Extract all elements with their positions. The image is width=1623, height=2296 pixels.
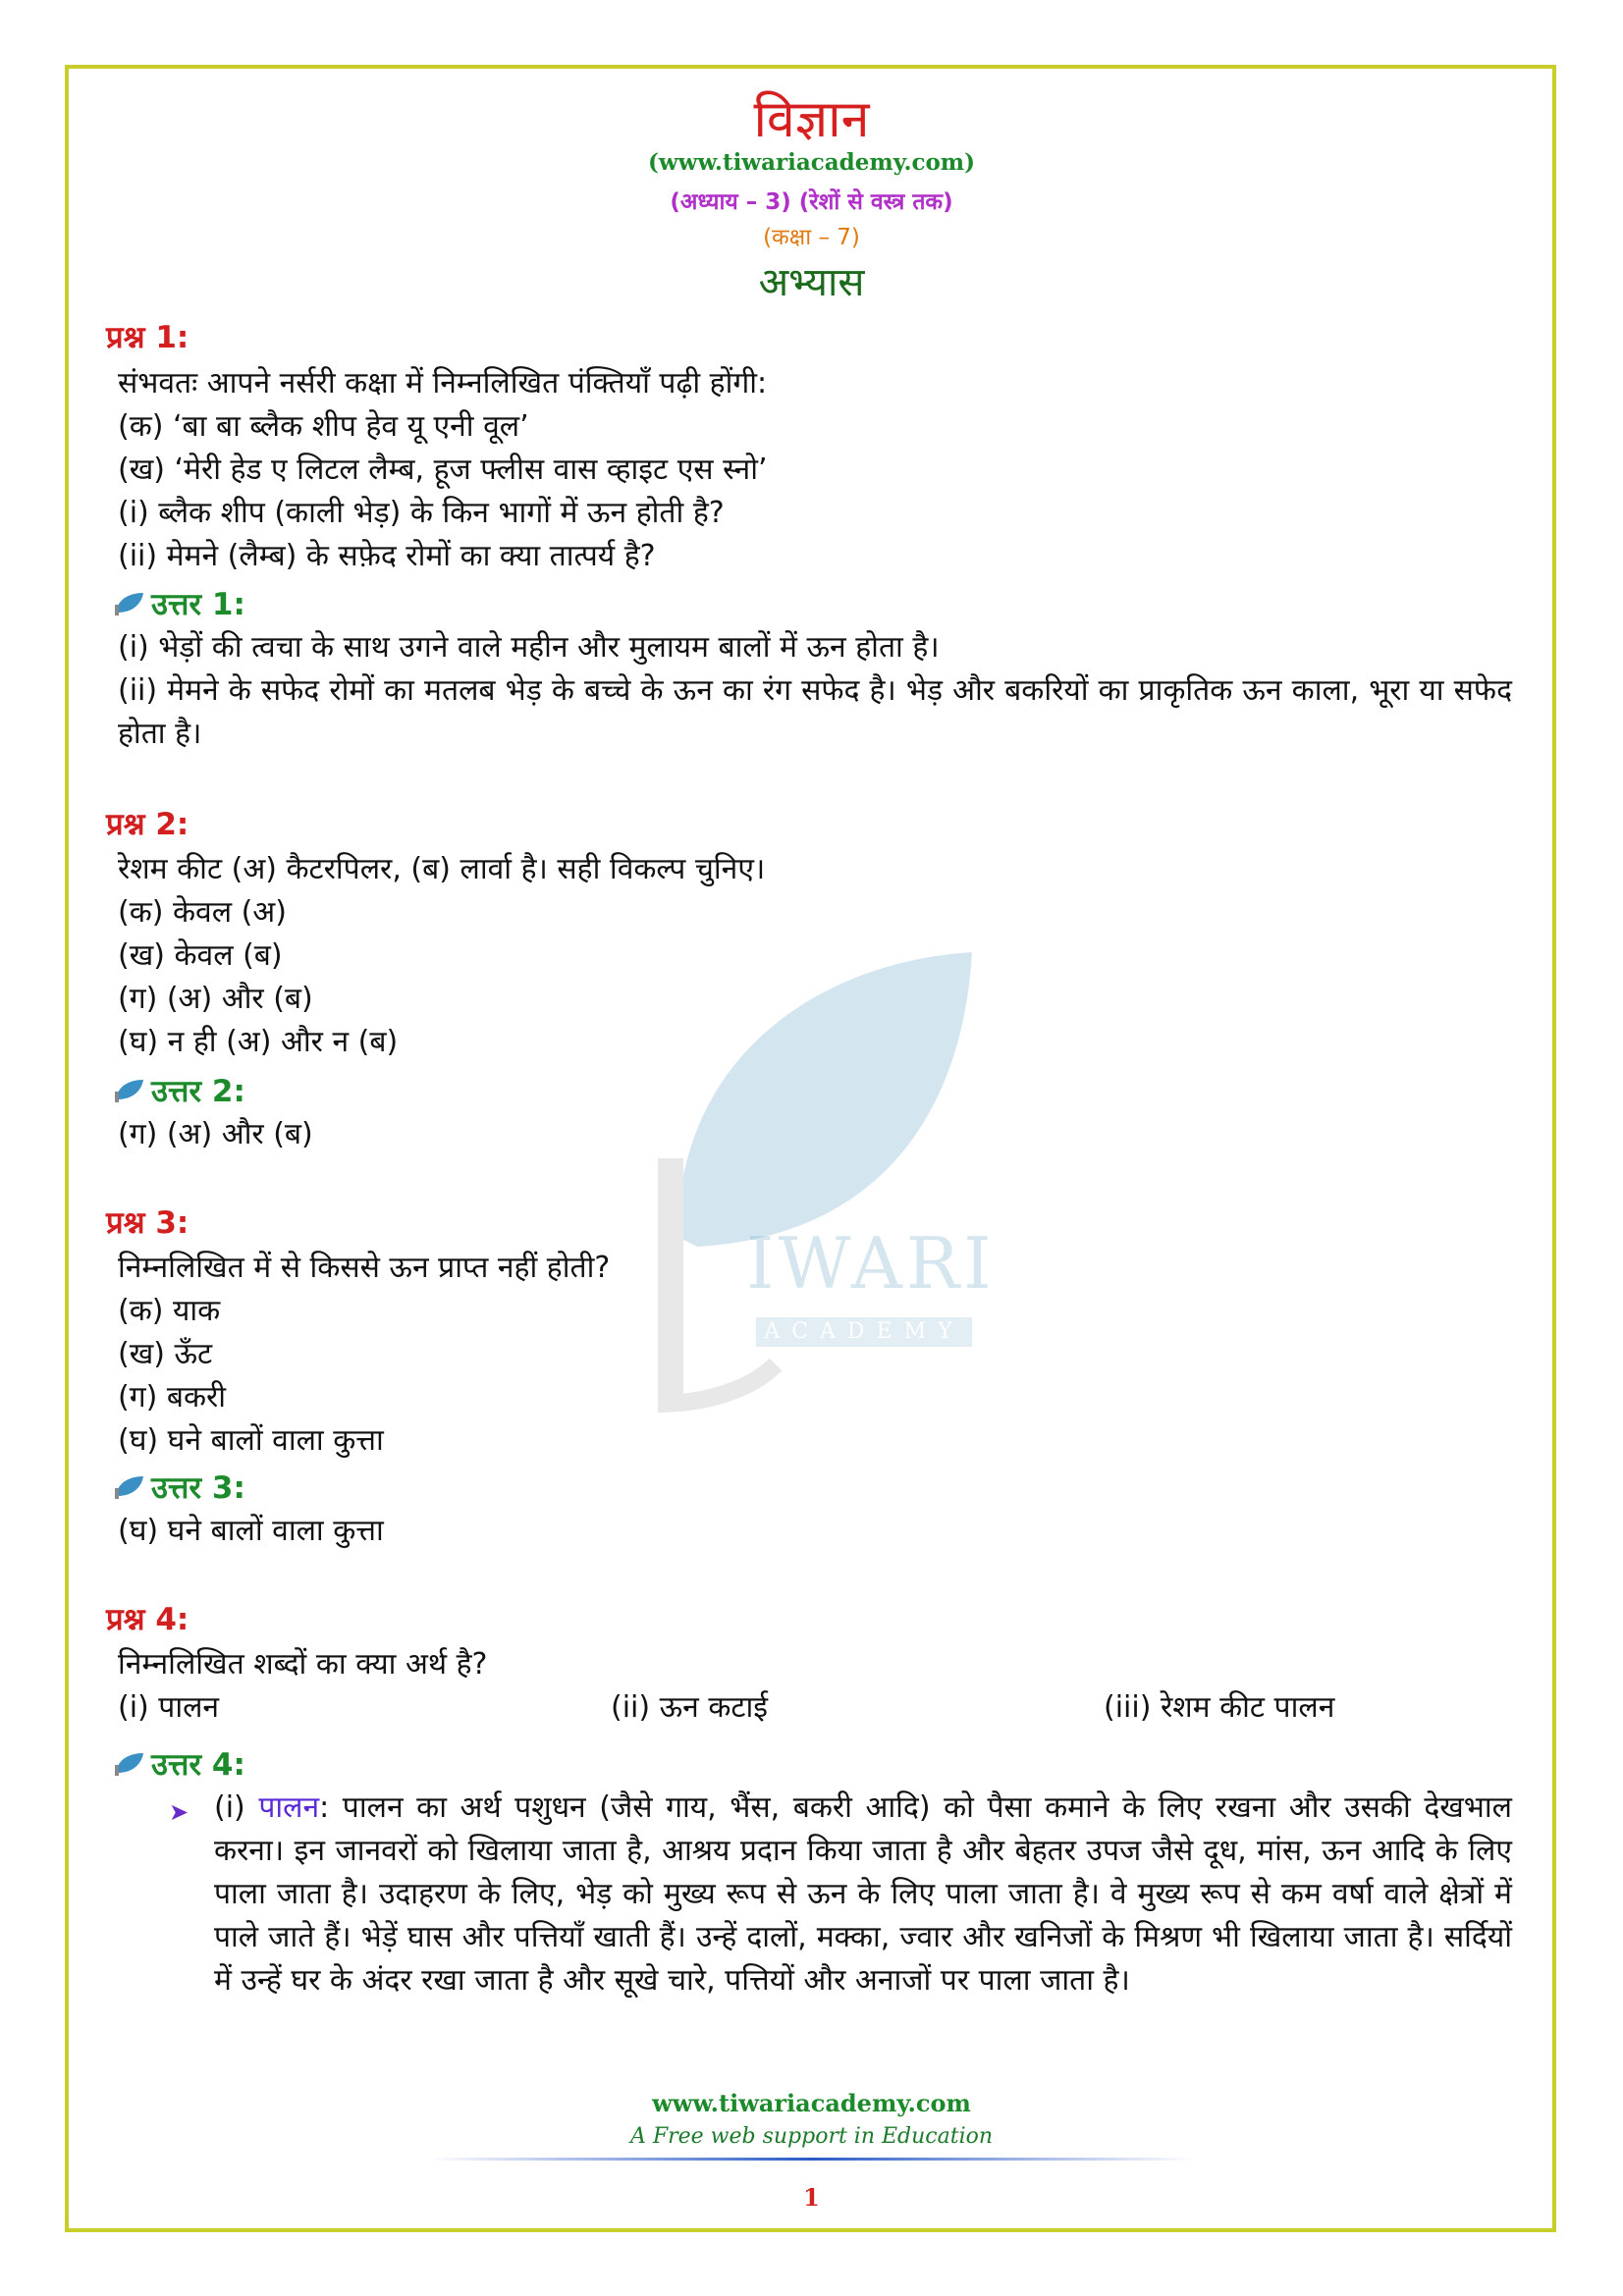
watermark-subtext: ACADEMY: [756, 1317, 972, 1347]
answer-1-paragraph: (ii) मेमने के सफेद रोमों का मतलब भेड़ के बच्चे के ऊन का रंग सफेद है। भेड़ और बकरियों का प्राकृतिक ऊन काला, भूरा या सफेद होता है।: [118, 673, 1512, 751]
header-website[interactable]: (www.tiwariacademy.com): [647, 149, 976, 176]
tiwari-leaf-icon: [114, 1078, 145, 1103]
tiwari-leaf-icon: [114, 1751, 145, 1777]
question-3-option: (घ) घने बालों वाला कुत्ता: [118, 1423, 384, 1458]
question-1-line: (i) ब्लैक शीप (काली भेड़) के किन भागों में ऊन होती है?: [118, 496, 725, 530]
question-1-line: संभवतः आपने नर्सरी कक्षा में निम्नलिखित पंक्तियाँ पढ़ी होंगी:: [118, 366, 768, 400]
question-1-line: (ii) मेमने (लैम्ब) के सफ़ेद रोमों का क्या तात्पर्य है?: [118, 539, 656, 573]
question-4-term: (iii) रेशम कीट पालन: [1104, 1690, 1335, 1725]
question-3-option: (ख) ऊँट: [118, 1337, 213, 1371]
watermark-text: IWARI: [746, 1222, 996, 1305]
footer-website[interactable]: www.tiwariacademy.com: [652, 2089, 971, 2117]
answer-4-term: पालन: [258, 1790, 320, 1825]
answer-1-label: [114, 583, 245, 624]
question-2-option: (घ) न ही (अ) और न (ब): [118, 1025, 399, 1059]
question-2-option: (क) केवल (अ): [118, 895, 287, 930]
question-3-option: (ग) बकरी: [118, 1380, 227, 1415]
tiwari-leaf-icon: [114, 1474, 145, 1500]
question-3-label: प्रश्न 3:: [106, 1205, 189, 1241]
answer-3-label: [114, 1467, 245, 1508]
footer-tagline: A Free web support in Education: [629, 2124, 994, 2149]
answer-1-line: (i) भेड़ों की त्वचा के साथ उगने वाले महीन और मुलायम बालों में ऊन होता है।: [118, 630, 940, 665]
question-1-line: (ख) ‘मेरी हेड ए लिटल लैम्ब, हूज फ्लीस वास व्हाइट एस स्नो’: [118, 453, 768, 487]
class-label: (कक्षा – 7): [763, 225, 860, 250]
tiwari-leaf-icon: [114, 591, 145, 616]
chapter-title: (अध्याय – 3) (रेशों से वस्त्र तक): [670, 189, 953, 215]
question-2-line: रेशम कीट (अ) कैटरपिलर, (ब) लार्वा है। सही विकल्प चुनिए।: [118, 852, 766, 886]
question-4-label: प्रश्न 4:: [106, 1602, 189, 1637]
question-4-line: निम्नलिखित शब्दों का क्या अर्थ है?: [118, 1647, 488, 1682]
question-4-term: (i) पालन: [118, 1690, 220, 1725]
question-2-option: (ग) (अ) और (ब): [118, 982, 313, 1016]
answer-2-label: [114, 1070, 245, 1111]
answer-4-label-text: उत्तर 4:: [151, 1747, 245, 1783]
answer-3-label-text: उत्तर 3:: [151, 1470, 245, 1506]
answer-4-paragraph: [214, 1787, 1512, 2002]
answer-4-text: : पालन का अर्थ पशुधन (जैसे गाय, भैंस, बकरी आदि) को पैसा कमाने के लिए रखना और उसकी देखभाल करना। इन जानवरों को खिलाया जाता है, आश्रय प्रदान किया जाता है और बेहतर उपज जैसे दूध, मांस, ऊन आदि के लिए पाला जाता है। उदाहरण के लिए, भेड़ को मुख्य रूप से ऊन के लिए पाला जाता है। वे मुख्य रूप से कम वर्षा वाले क्षेत्रों में पाले जाते हैं। भेड़ें घास और पत्तियाँ खाती हैं। उन्हें दालों, मक्का, ज्वार और खनिजों के मिश्रण भी खिलाया जाता है। सर्दियों में उन्हें घर के अंदर रखा जाता है और सूखे चारे, पत्तियों और अनाजों पर पाला जाता है।: [214, 1790, 1513, 1998]
footer-divider: [428, 2158, 1194, 2161]
answer-3-text: (घ) घने बालों वाला कुत्ता: [118, 1514, 384, 1548]
answer-1-label-text: उत्तर 1:: [151, 587, 245, 622]
page-number: 1: [803, 2183, 820, 2212]
question-1-label: प्रश्न 1:: [106, 320, 189, 355]
page-title: अभ्यास: [758, 260, 865, 305]
subject-title: विज्ञान: [753, 90, 870, 149]
answer-2-text: (ग) (अ) और (ब): [118, 1117, 313, 1151]
question-3-option: (क) याक: [118, 1294, 221, 1328]
question-2-label: प्रश्न 2:: [106, 807, 189, 842]
question-2-option: (ख) केवल (ब): [118, 938, 283, 973]
bullet-arrow-icon: ➤: [169, 1798, 189, 1826]
answer-2-label-text: उत्तर 2:: [151, 1074, 245, 1109]
answer-4-label: [114, 1743, 245, 1785]
question-3-line: निम्नलिखित में से किससे ऊन प्राप्त नहीं होती?: [118, 1251, 611, 1285]
answer-4-prefix: (i): [214, 1790, 259, 1825]
question-4-term: (ii) ऊन कटाई: [611, 1690, 769, 1725]
question-1-line: (क) ‘बा बा ब्लैक शीप हेव यू एनी वूल’: [118, 409, 529, 444]
